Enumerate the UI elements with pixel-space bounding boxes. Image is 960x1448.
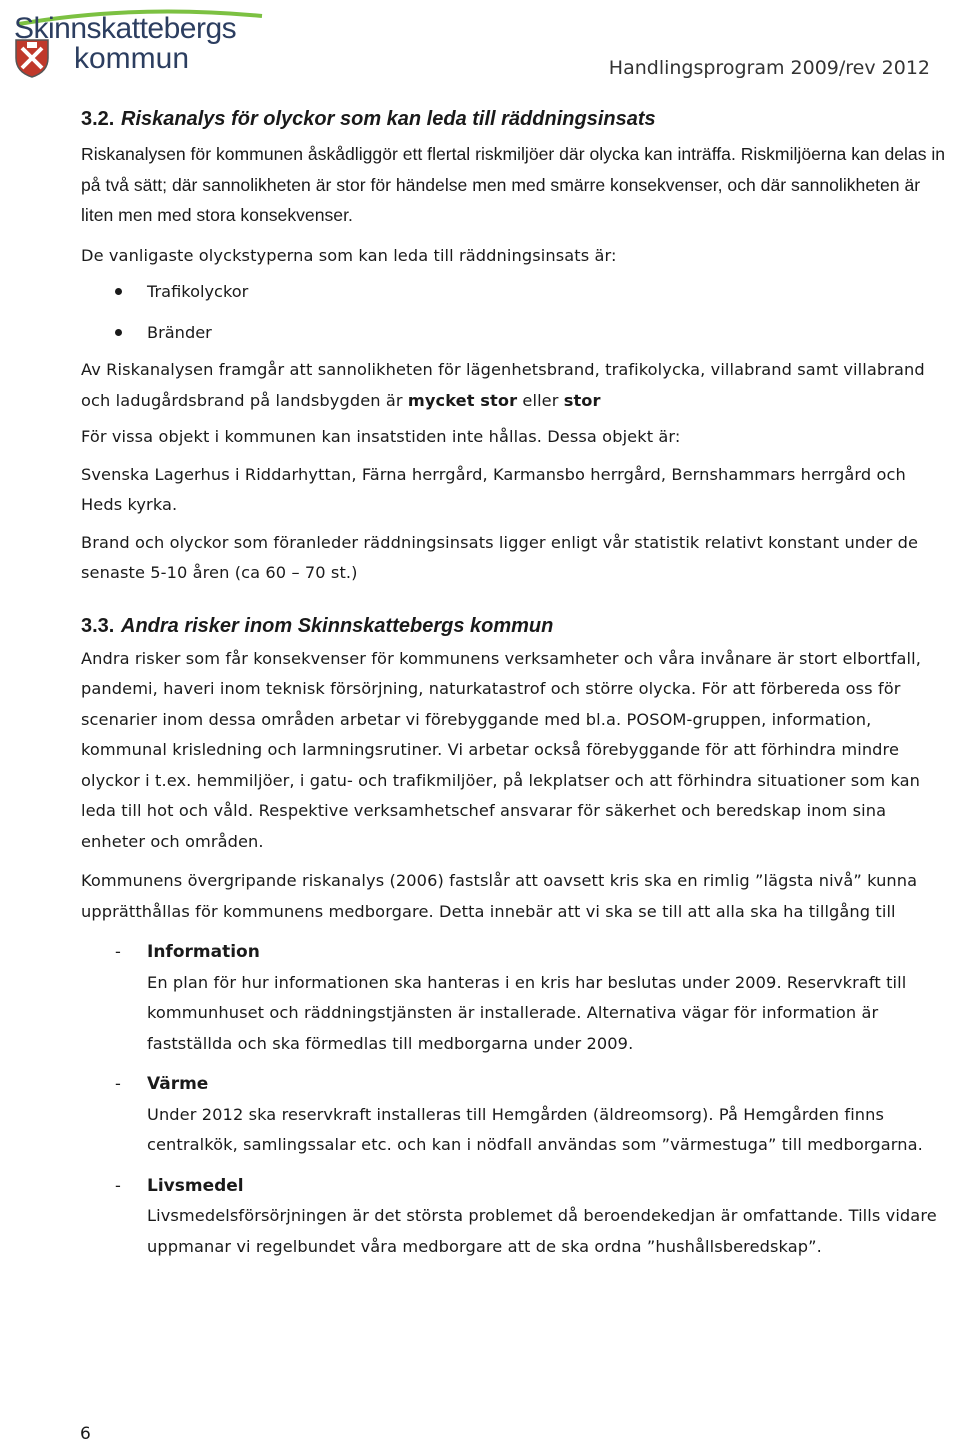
section-heading-3-2 (81, 104, 951, 134)
section-number: 3.3. (81, 614, 115, 637)
bullet-icon (115, 329, 122, 336)
logo-line-2: kommun (74, 42, 190, 75)
section-number: 3.2. (81, 108, 115, 130)
emphasis: mycket stor (407, 390, 518, 410)
list-item: Bränder (81, 312, 951, 353)
list-item: - Värme Under 2012 ska reservkraft installeras till Hemgården (äldreomsorg). På Hemgården finns centralkök, samlingssalar etc. och kan i nödfall användas som ”värmestuga” till medborgarna. (81, 1069, 951, 1161)
paragraph: För vissa objekt i kommunen kan insatstiden inte hållas. Dessa objekt är: (81, 427, 681, 446)
document-body (81, 104, 951, 1262)
paragraph: De vanligaste olyckstyperna som kan leda till räddningsinsats är: (81, 245, 617, 265)
item-text: Livsmedelsförsörjningen är det största problemet då beroendekedjan är omfattande. Tills vidare uppmanar vi regelbundet våra medborgare att de ska ordna ”hushållsberedskap”. (147, 1206, 937, 1256)
paragraph: Andra risker som får konsekvenser för kommunens verksamheter och våra invånare är stort elbortfall, pandemi, haveri inom teknisk försörjning, naturkatastrof och större olycka. För att förbereda oss för scenarier inom dessa områden arbetar vi förebyggande med bl.a. POSOM-gruppen, information, kommunal krisledning och larmningsrutiner. Vi arbetar också förebyggande för att förhindra mindre olyckor i t.ex. hemmiljöer, i gatu- och trafikmiljöer, på lekplatser och att förhindra situationer som kan leda till hot och våld. Respektive verksamhetschef ansvarar för säkerhet och beredskap inom sina enheter och områden. (81, 648, 921, 851)
page-header (0, 0, 960, 80)
paragraph: Svenska Lagerhus i Riddarhyttan, Färna herrgård, Karmansbo herrgård, Bernshammars herrgård och Heds kyrka. (81, 464, 906, 514)
paragraph: Brand och olyckor som föranleder räddningsinsats ligger enligt vår statistik relativt konstant under de senaste 5-10 åren (ca 60 – 70 st.) (81, 532, 919, 582)
logo-line-1: Skinnskattebergs (14, 12, 237, 45)
bullet-list (81, 271, 951, 353)
item-title: Värme (147, 1074, 209, 1094)
list-item: - Livsmedel Livsmedelsförsörjningen är det största problemet då beroendekedjan är omfattande. Tills vidare uppmanar vi regelbundet våra medborgare att de ska ordna ”hushållsberedskap”. (81, 1171, 951, 1263)
item-text: Under 2012 ska reservkraft installeras till Hemgården (äldreomsorg). På Hemgården finns centralkök, samlingssalar etc. och kan i nödfall användas som ”värmestuga” till medborgarna. (147, 1104, 923, 1154)
paragraph: Kommunens övergripande riskanalys (2006) fastslår att oavsett kris ska en rimlig ”lägsta nivå” kunna upprätthållas för kommunens medborgare. Detta innebär att vi ska se till att alla ska ha tillgång till (81, 871, 918, 921)
item-title: Livsmedel (147, 1175, 244, 1196)
list-item: Trafikolyckor (81, 271, 951, 312)
section-heading-3-3 (81, 611, 951, 641)
item-title: Information (147, 942, 260, 962)
item-text: En plan för hur informationen ska hanteras i en kris har beslutas under 2009. Reservkraft till kommunhuset och räddningstjänsten är installerade. Alternativa vägar för information är fastställda och ska förmedlas till medborgarna under 2009. (147, 972, 907, 1053)
emphasis: stor (563, 390, 601, 410)
paragraph: Av Riskanalysen framgår att sannolikheten för lägenhetsbrand, trafikolycka, villabrand samt villabrand och ladugårdsbrand på landsbygden är mycket stor eller stor (81, 360, 925, 410)
paragraph: Riskanalysen för kommunen åskådliggör ett flertal riskmiljöer där olycka kan inträffa. Riskmiljöerna kan delas in på två sätt; där sannolikheten är stor för händelse men med smärre konsekvenser, och där sannolikheten är liten men med stora konsekvenser. (81, 144, 946, 225)
list-item: - Information En plan för hur informationen ska hanteras i en kris har beslutas under 2009. Reservkraft till kommunhuset och räddningstjänsten är installerade. Alternativa vägar för information är fastställda och ska förmedlas till medborgarna under 2009. (81, 937, 951, 1059)
dash-list (81, 937, 951, 1262)
page-number: 6 (80, 1424, 91, 1444)
bullet-icon (115, 288, 122, 295)
section-title: Andra risker inom Skinnskattebergs kommun (121, 614, 554, 637)
section-title: Riskanalys för olyckor som kan leda till räddningsinsats (121, 108, 656, 130)
document-reference: Handlingsprogram 2009/rev 2012 (608, 57, 930, 79)
